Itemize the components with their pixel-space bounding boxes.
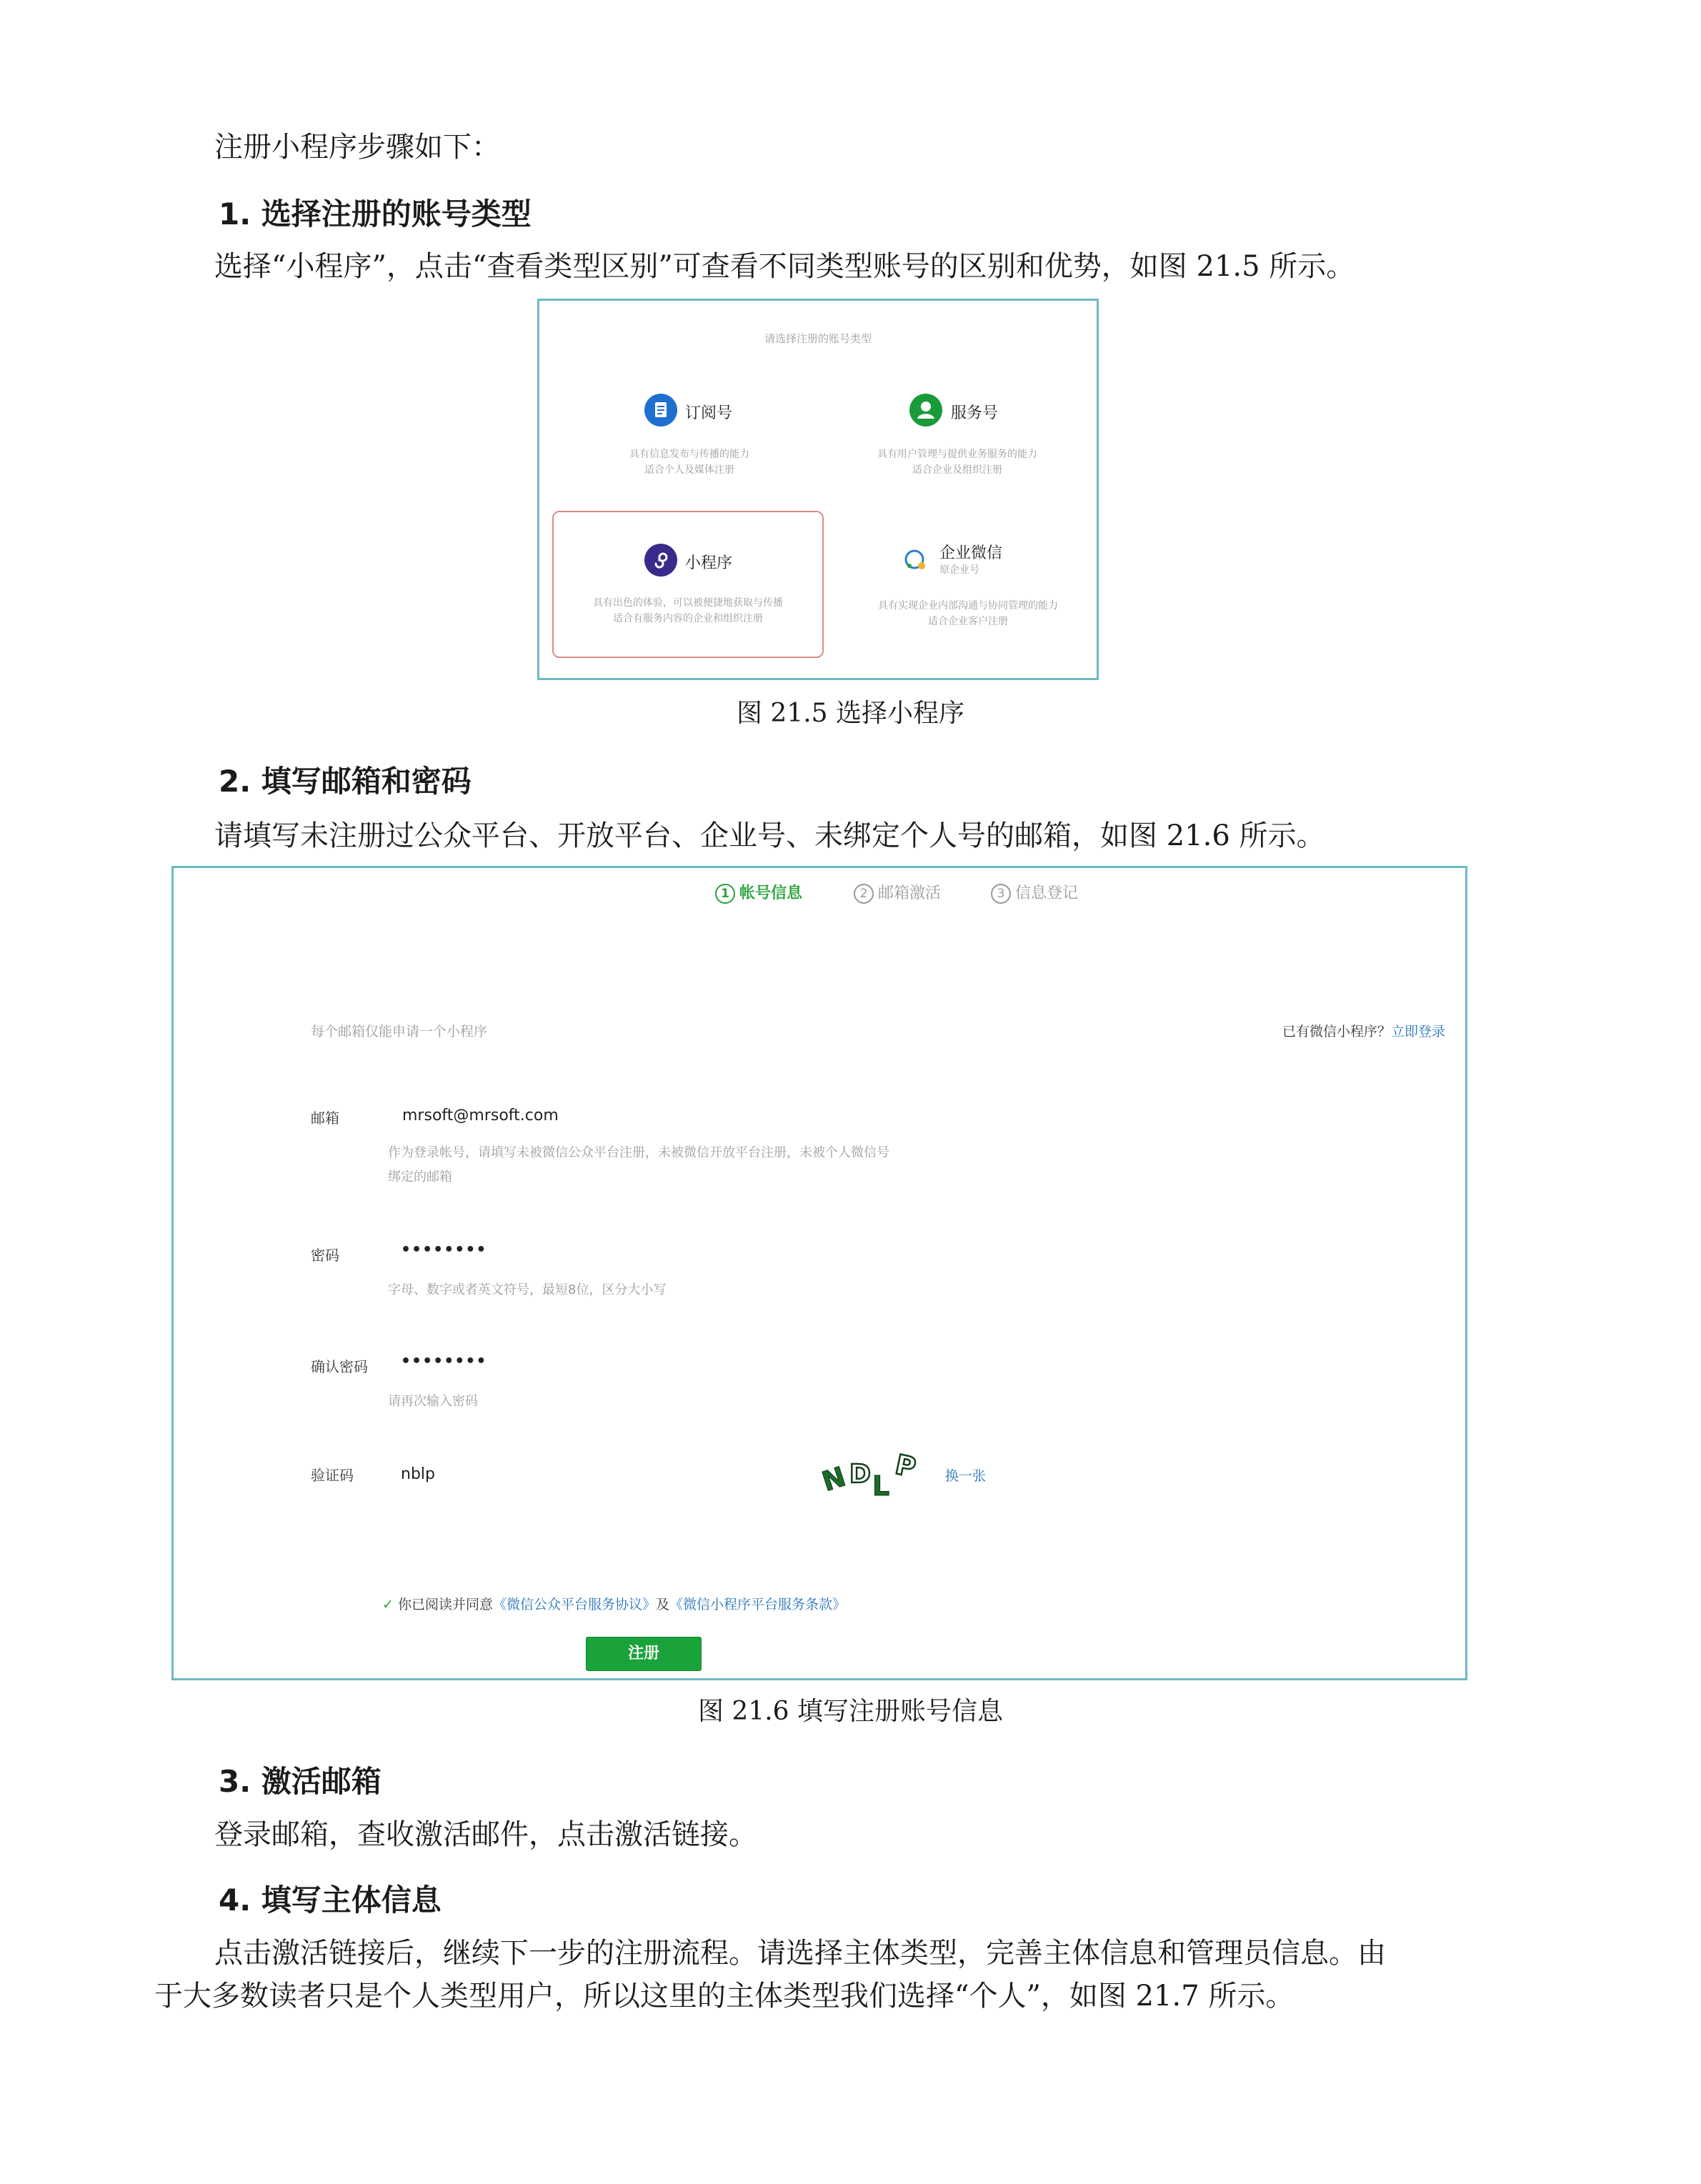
- login-prompt: [1282, 1021, 1445, 1040]
- step-number: 2: [854, 884, 874, 904]
- has-account-text: 已有微信小程序？: [1282, 1024, 1391, 1039]
- mini-program-icon: [644, 544, 677, 577]
- captcha-image[interactable]: [821, 1444, 928, 1501]
- user-icon: [909, 394, 942, 427]
- agree-prefix: 你已阅读并同意: [397, 1597, 493, 1612]
- section4-heading: 4. 填写主体信息: [219, 1883, 442, 1918]
- section3-heading: 3. 激活邮箱: [219, 1764, 381, 1799]
- card-desc: 具有出色的体验，可以被便捷地获取与传播: [593, 597, 783, 609]
- card-title: 服务号: [951, 404, 999, 422]
- captcha-label: 验证码: [311, 1467, 354, 1484]
- agree-checkbox[interactable]: ✓: [382, 1597, 394, 1612]
- section4-paragraph-line1: 点击激活链接后，继续下一步的注册流程。请选择主体类型，完善主体信息和管理员信息。由: [214, 1937, 1386, 1970]
- card-desc: 适合企业客户注册: [928, 616, 1008, 627]
- agreement-line: [382, 1594, 846, 1613]
- password-field[interactable]: ••••••••: [401, 1241, 487, 1259]
- card-title: 小程序: [685, 554, 733, 572]
- confirm-password-label: 确认密码: [311, 1358, 368, 1375]
- email-hint: 绑定的邮箱: [388, 1170, 452, 1185]
- captcha-input[interactable]: nblp: [401, 1465, 435, 1483]
- step-label: 帐号信息: [739, 884, 803, 902]
- chat-bubble-icon: [899, 544, 932, 577]
- card-title: 订阅号: [685, 404, 733, 422]
- section3-paragraph: 登录邮箱，查收激活邮件，点击激活链接。: [214, 1818, 757, 1851]
- section1-heading: 1. 选择注册的账号类型: [219, 196, 532, 231]
- confirm-password-hint: 请再次输入密码: [388, 1394, 478, 1409]
- step-label: 信息登记: [1015, 884, 1079, 902]
- figure1-caption: 图 21.5 选择小程序: [736, 699, 965, 728]
- password-hint: 字母、数字或者英文符号，最短8位，区分大小写: [388, 1282, 667, 1297]
- figure-account-type: [537, 299, 1099, 680]
- captcha-char: L: [872, 1470, 890, 1501]
- figure1-subtitle: 请选择注册的账号类型: [764, 332, 872, 345]
- card-subscription[interactable]: [539, 394, 839, 494]
- one-mini-program-notice: 每个邮箱仅能申请一个小程序: [311, 1024, 488, 1039]
- figure-register-form: [171, 866, 1467, 1680]
- login-link[interactable]: 立即登录: [1390, 1024, 1445, 1039]
- email-field[interactable]: mrsoft@mrsoft.com: [402, 1107, 559, 1125]
- captcha-char: N: [821, 1460, 849, 1498]
- card-subtitle: 原企业号: [939, 564, 979, 576]
- agree-and: 及: [656, 1597, 670, 1612]
- captcha-char: P: [892, 1448, 919, 1484]
- step-account-info: [715, 881, 802, 904]
- card-title: 企业微信: [939, 544, 1003, 562]
- card-desc: 具有信息发布与传播的能力: [629, 449, 749, 460]
- section1-paragraph: 选择“小程序”，点击“查看类型区别”可查看不同类型账号的区别和优势，如图 21.5 所示。: [214, 250, 1355, 283]
- card-desc: 适合有服务内容的企业和组织注册: [613, 613, 763, 624]
- section2-heading: 2. 填写邮箱和密码: [219, 764, 472, 799]
- card-mini-program[interactable]: [552, 511, 824, 658]
- email-label: 邮箱: [311, 1110, 339, 1127]
- card-desc: 适合企业及组织注册: [912, 464, 1002, 476]
- card-desc: 适合个人及媒体注册: [644, 464, 734, 476]
- password-label: 密码: [311, 1247, 339, 1264]
- step-email-activation: [854, 881, 941, 904]
- email-hint: 作为登录帐号，请填写未被微信公众平台注册，未被微信开放平台注册，未被个人微信号: [388, 1145, 889, 1160]
- step-label: 邮箱激活: [878, 884, 942, 902]
- step-info-registration: [991, 881, 1078, 904]
- card-work-wechat[interactable]: [839, 537, 1097, 658]
- section2-paragraph: 请填写未注册过公众平台、开放平台、企业号、未绑定个人号的邮箱，如图 21.6 所示。: [214, 819, 1325, 852]
- document-icon: [644, 394, 677, 427]
- card-desc: 具有用户管理与提供业务服务的能力: [877, 449, 1037, 460]
- section4-paragraph-line2: 于大多数读者只是个人类型用户，所以这里的主体类型我们选择“个人”，如图 21.7 所示。: [154, 1980, 1295, 2013]
- card-service[interactable]: [818, 394, 1097, 494]
- step-number: 1: [715, 884, 735, 904]
- refresh-captcha-link[interactable]: 换一张: [945, 1468, 987, 1484]
- terms-link[interactable]: 《微信小程序平台服务条款》: [669, 1597, 847, 1612]
- captcha-char: D: [849, 1460, 871, 1489]
- card-desc: 具有实现企业内部沟通与协同管理的能力: [878, 600, 1058, 612]
- register-button[interactable]: 注册: [586, 1637, 702, 1671]
- step-number: 3: [991, 884, 1011, 904]
- service-agreement-link[interactable]: 《微信公众平台服务协议》: [492, 1597, 656, 1612]
- confirm-password-field[interactable]: ••••••••: [401, 1352, 487, 1370]
- figure2-caption: 图 21.6 填写注册账号信息: [697, 1697, 1004, 1726]
- intro-text: 注册小程序步骤如下：: [214, 131, 500, 164]
